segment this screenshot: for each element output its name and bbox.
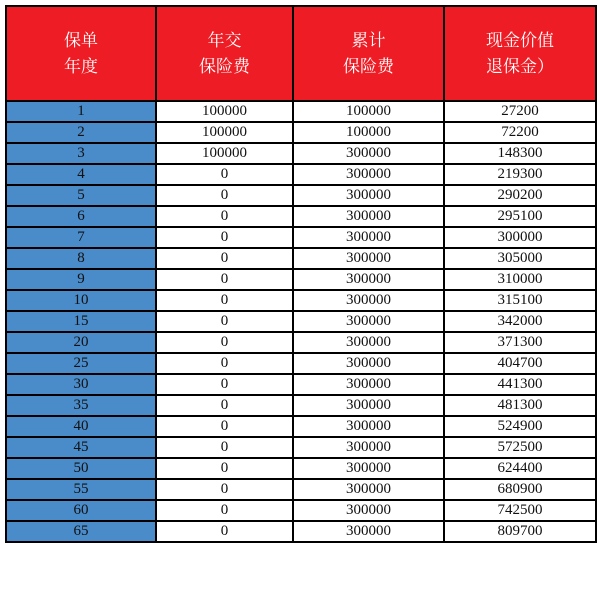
annual-premium-cell: 0 <box>156 206 293 227</box>
cash-value-cell: 219300 <box>444 164 596 185</box>
cumulative-premium-cell: 300000 <box>293 500 444 521</box>
cumulative-premium-cell: 300000 <box>293 395 444 416</box>
annual-premium-cell: 0 <box>156 479 293 500</box>
cash-value-cell: 481300 <box>444 395 596 416</box>
cash-value-cell: 315100 <box>444 290 596 311</box>
cumulative-premium-cell: 300000 <box>293 416 444 437</box>
cumulative-premium-cell: 100000 <box>293 122 444 143</box>
annual-premium-cell: 0 <box>156 227 293 248</box>
cash-value-cell: 310000 <box>444 269 596 290</box>
policy-year-cell: 8 <box>6 248 156 269</box>
annual-premium-cell: 0 <box>156 185 293 206</box>
cumulative-premium-cell: 300000 <box>293 185 444 206</box>
cumulative-premium-cell: 300000 <box>293 206 444 227</box>
policy-year-cell: 5 <box>6 185 156 206</box>
annual-premium-cell: 0 <box>156 416 293 437</box>
policy-year-cell: 6 <box>6 206 156 227</box>
table-row <box>6 248 596 269</box>
table-row <box>6 395 596 416</box>
header-cash-value: 现金价值 退保金） <box>444 6 596 101</box>
header-policy-year: 保单 年度 <box>6 6 156 101</box>
policy-year-cell: 3 <box>6 143 156 164</box>
cash-value-cell: 72200 <box>444 122 596 143</box>
cumulative-premium-cell: 300000 <box>293 227 444 248</box>
policy-year-cell: 9 <box>6 269 156 290</box>
annual-premium-cell: 0 <box>156 332 293 353</box>
cumulative-premium-cell: 100000 <box>293 101 444 122</box>
cash-value-cell: 441300 <box>444 374 596 395</box>
table-row <box>6 143 596 164</box>
policy-year-cell: 1 <box>6 101 156 122</box>
policy-year-cell: 20 <box>6 332 156 353</box>
table-row <box>6 500 596 521</box>
cash-value-cell: 300000 <box>444 227 596 248</box>
cash-value-cell: 290200 <box>444 185 596 206</box>
policy-year-cell: 25 <box>6 353 156 374</box>
annual-premium-cell: 0 <box>156 269 293 290</box>
table-row <box>6 122 596 143</box>
annual-premium-cell: 0 <box>156 374 293 395</box>
annual-premium-cell: 0 <box>156 311 293 332</box>
table-row <box>6 164 596 185</box>
table-row <box>6 269 596 290</box>
annual-premium-cell: 0 <box>156 437 293 458</box>
cash-value-cell: 27200 <box>444 101 596 122</box>
policy-year-cell: 7 <box>6 227 156 248</box>
policy-year-cell: 55 <box>6 479 156 500</box>
cumulative-premium-cell: 300000 <box>293 311 444 332</box>
cash-value-cell: 680900 <box>444 479 596 500</box>
table-row <box>6 416 596 437</box>
cumulative-premium-cell: 300000 <box>293 269 444 290</box>
policy-year-cell: 60 <box>6 500 156 521</box>
table-row <box>6 101 596 122</box>
header-annual-premium: 年交 保险费 <box>156 6 293 101</box>
policy-year-cell: 2 <box>6 122 156 143</box>
annual-premium-cell: 100000 <box>156 122 293 143</box>
annual-premium-cell: 0 <box>156 353 293 374</box>
annual-premium-cell: 100000 <box>156 101 293 122</box>
annual-premium-cell: 0 <box>156 395 293 416</box>
table-row <box>6 227 596 248</box>
cumulative-premium-cell: 300000 <box>293 479 444 500</box>
table-row <box>6 290 596 311</box>
cumulative-premium-cell: 300000 <box>293 164 444 185</box>
header-cumulative-premium: 累计 保险费 <box>293 6 444 101</box>
table-row <box>6 458 596 479</box>
cumulative-premium-cell: 300000 <box>293 374 444 395</box>
cash-value-cell: 524900 <box>444 416 596 437</box>
cash-value-cell: 404700 <box>444 353 596 374</box>
policy-year-cell: 10 <box>6 290 156 311</box>
table-row <box>6 311 596 332</box>
table-row <box>6 353 596 374</box>
policy-year-cell: 15 <box>6 311 156 332</box>
annual-premium-cell: 0 <box>156 521 293 542</box>
cumulative-premium-cell: 300000 <box>293 290 444 311</box>
cumulative-premium-cell: 300000 <box>293 248 444 269</box>
table-row <box>6 374 596 395</box>
table-row <box>6 437 596 458</box>
policy-year-cell: 4 <box>6 164 156 185</box>
annual-premium-cell: 0 <box>156 164 293 185</box>
table-row <box>6 479 596 500</box>
policy-year-cell: 65 <box>6 521 156 542</box>
annual-premium-cell: 0 <box>156 290 293 311</box>
cash-value-cell: 305000 <box>444 248 596 269</box>
table-row <box>6 206 596 227</box>
annual-premium-cell: 100000 <box>156 143 293 164</box>
cash-value-cell: 342000 <box>444 311 596 332</box>
header-row <box>6 6 596 101</box>
cash-value-cell: 371300 <box>444 332 596 353</box>
cash-value-cell: 624400 <box>444 458 596 479</box>
table-row <box>6 332 596 353</box>
cumulative-premium-cell: 300000 <box>293 332 444 353</box>
cash-value-cell: 742500 <box>444 500 596 521</box>
annual-premium-cell: 0 <box>156 458 293 479</box>
policy-year-cell: 30 <box>6 374 156 395</box>
cash-value-cell: 148300 <box>444 143 596 164</box>
cumulative-premium-cell: 300000 <box>293 458 444 479</box>
cumulative-premium-cell: 300000 <box>293 437 444 458</box>
policy-year-cell: 45 <box>6 437 156 458</box>
policy-year-cell: 50 <box>6 458 156 479</box>
policy-year-cell: 35 <box>6 395 156 416</box>
table-row <box>6 521 596 542</box>
cash-value-cell: 809700 <box>444 521 596 542</box>
cash-value-cell: 572500 <box>444 437 596 458</box>
annual-premium-cell: 0 <box>156 248 293 269</box>
cumulative-premium-cell: 300000 <box>293 143 444 164</box>
annual-premium-cell: 0 <box>156 500 293 521</box>
cumulative-premium-cell: 300000 <box>293 353 444 374</box>
table-row <box>6 185 596 206</box>
cash-value-cell: 295100 <box>444 206 596 227</box>
cumulative-premium-cell: 300000 <box>293 521 444 542</box>
cash-value-table <box>5 5 597 543</box>
policy-year-cell: 40 <box>6 416 156 437</box>
